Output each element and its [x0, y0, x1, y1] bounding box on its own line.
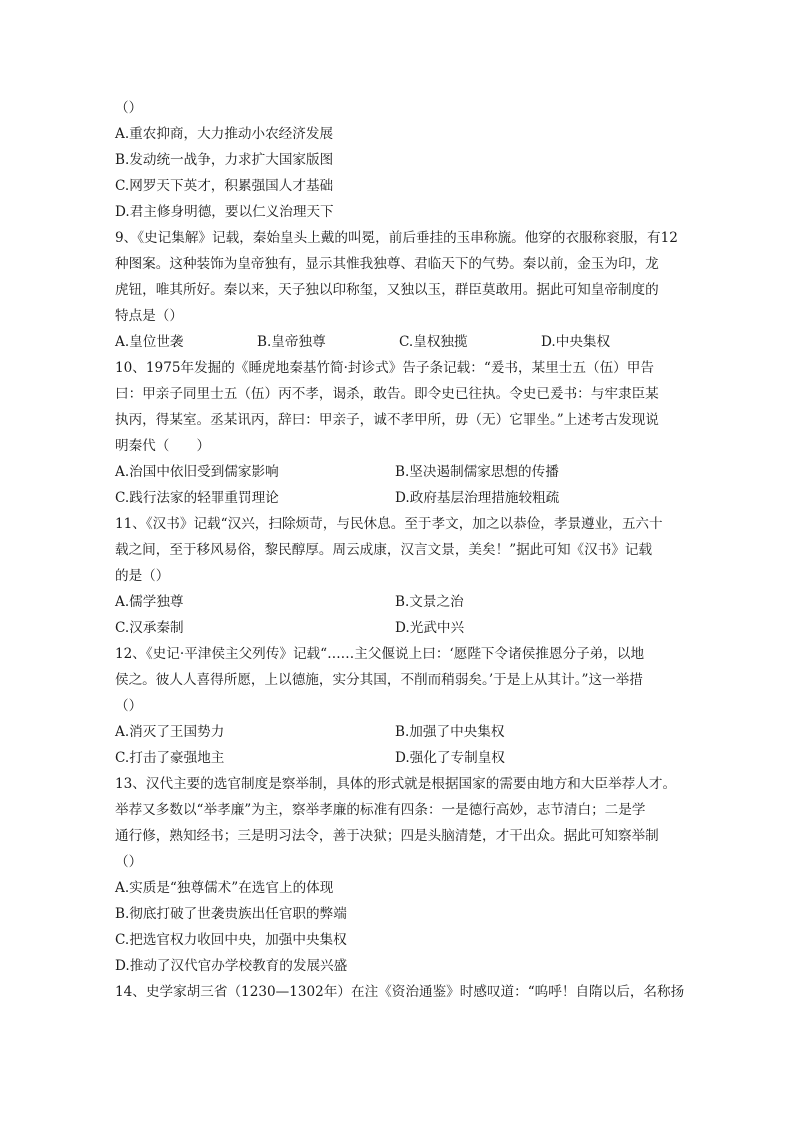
q11-line-1: 11、《汉书》记载“汉兴，扫除烦苛，与民休息。至于孝文，加之以恭俭，孝景遵业，五六十	[115, 516, 663, 532]
q9-line-1: 9、《史记集解》记载，秦始皇头上戴的叫冕，前后垂挂的玉串称旒。他穿的衣服称衮服，有12	[115, 230, 678, 246]
q9-line-4: 特点是（）	[115, 308, 183, 324]
q9-line-3: 虎钮，唯其所好。秦以来，天子独以印称玺，又独以玉，群臣莫敢用。据此可知皇帝制度的	[115, 282, 659, 298]
q12-option-c: C.打击了豪强地主	[115, 750, 225, 766]
q9-options	[115, 329, 683, 355]
q12-options-row-1	[115, 719, 683, 745]
q10-options-row-1	[115, 459, 683, 485]
q12-option-b: B.加强了中央集权	[395, 724, 505, 740]
q8-stem-end: （）	[115, 100, 143, 116]
q8-option-b: B.发动统一战争，力求扩大国家版图	[115, 152, 334, 168]
q11-line-3: 的是（）	[115, 568, 170, 584]
q8-option-d: D.君主修身明德，要以仁义治理天下	[115, 204, 334, 220]
q9-option-b: B.皇帝独尊	[257, 334, 326, 350]
q10-line-2: 曰：甲亲子同里士五（伍）丙不孝，谒杀，敢告。即令史已往执。令史已爰书：与牢隶臣某	[115, 386, 659, 402]
q12-line-2: 侯之。彼人人喜得所愿，上以德施，实分其国，不削而稍弱矣。’于是上从其计。”这一举措	[115, 672, 643, 688]
q8-option-a: A.重农抑商，大力推动小农经济发展	[115, 126, 334, 142]
q10-option-c: C.践行法家的轻罪重罚理论	[115, 490, 279, 506]
q13-option-b: B.彻底打破了世袭贵族出任官职的弊端	[115, 906, 347, 922]
q13-line-3: 通行修，熟知经书；三是明习法令，善于决狱；四是头脑清楚，才干出众。据此可知察举制	[115, 828, 659, 844]
q11-option-b: B.文景之治	[395, 594, 464, 610]
q14-line-1: 14、史学家胡三省（1230—1302年）在注《资治通鉴》时感叹道：“呜呼！自隋以后，名称扬	[115, 984, 685, 1000]
q9-option-c: C.皇权独揽	[399, 334, 468, 350]
q11-options-row-2	[115, 615, 683, 641]
q11-options-row-1	[115, 589, 683, 615]
q9-option-a: A.皇位世袭	[115, 334, 184, 350]
q13-option-c: C.把选官权力收回中央，加强中央集权	[115, 932, 347, 948]
q12-line-1: 12、《史记·平津侯主父列传》记载“……主父偃说上曰：‘愿陛下令诸侯推恩分子弟，以地	[115, 646, 645, 662]
q11-line-2: 载之间，至于移风易俗，黎民醇厚。周云成康，汉言文景，美矣！”据此可知《汉书》记载	[115, 542, 653, 558]
q13-line-1: 13、汉代主要的选官制度是察举制，具体的形式就是根据国家的需要由地方和大臣举荐人才。	[115, 776, 677, 792]
q9-line-2: 种图案。这种装饰为皇帝独有，显示其惟我独尊、君临天下的气势。秦以前，金玉为印，龙	[115, 256, 659, 272]
q12-option-d: D.强化了专制皇权	[395, 750, 505, 766]
q10-line-4: 明秦代（ ）	[115, 438, 211, 454]
q13-line-4: （）	[115, 854, 143, 870]
q12-options-row-2	[115, 745, 683, 771]
q11-option-c: C.汉承秦制	[115, 620, 184, 636]
q8-option-c: C.网罗天下英才，积累强国人才基础	[115, 178, 334, 194]
q11-option-d: D.光武中兴	[395, 620, 465, 636]
q10-option-a: A.治国中依旧受到儒家影响	[115, 464, 279, 480]
q10-line-1: 10、1975年发掘的《睡虎地秦基竹简·封诊式》告子条记载：“爰书，某里士五（伍）甲告	[115, 360, 654, 376]
q10-option-b: B.坚决遏制儒家思想的传播	[395, 464, 559, 480]
page-content	[115, 95, 683, 1005]
q13-line-2: 举荐又多数以“举孝廉”为主，察举孝廉的标准有四条：一是德行高妙，志节清白；二是学	[115, 802, 646, 818]
q9-option-d: D.中央集权	[541, 334, 611, 350]
q13-option-a: A.实质是“独尊儒术”在选官上的体现	[115, 880, 334, 896]
q10-options-row-2	[115, 485, 683, 511]
q12-option-a: A.消灭了王国势力	[115, 724, 225, 740]
q10-line-3: 执丙，得某室。丞某讯丙，辞曰：甲亲子，诚不孝甲所，毋（无）它罪坐。”上述考古发现说	[115, 412, 659, 428]
q10-option-d: D.政府基层治理措施较粗疏	[395, 490, 560, 506]
q12-line-3: （）	[115, 698, 143, 714]
q11-option-a: A.儒学独尊	[115, 594, 184, 610]
q13-option-d: D.推动了汉代官办学校教育的发展兴盛	[115, 958, 348, 974]
